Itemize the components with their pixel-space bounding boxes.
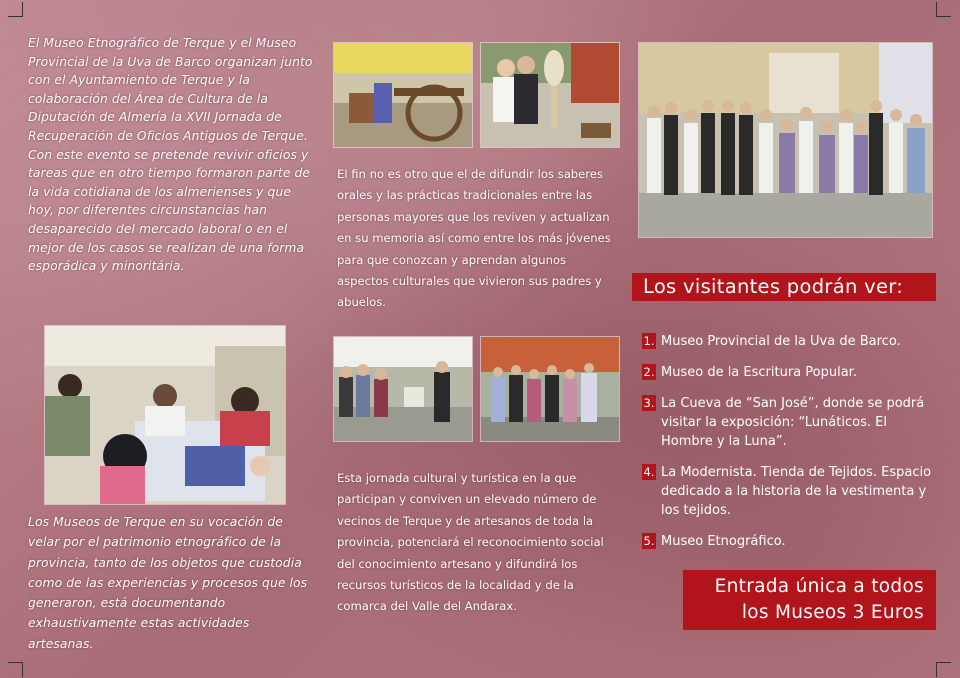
photo-cart-crafts	[333, 42, 473, 148]
crop-mark-bottom-right	[936, 662, 951, 677]
list-item	[642, 332, 942, 351]
visits-list	[642, 332, 942, 563]
museos-text	[28, 512, 318, 654]
list-item	[642, 532, 942, 551]
list-item-text: La Cueva de “San José”, donde se podrá visitar la exposición: “Lunáticos. El Hombre y la Luna”.	[661, 396, 925, 449]
museos-paragraph: Los Museos de Terque en su vocación de velar por el patrimonio etnográfico de la provincia, tanto de los objetos que custodia como de las experiencias y procesos que los generaron, está documentando exhaustivamente estas actividades artesanas.	[28, 515, 308, 651]
list-item-text: La Modernista. Tienda de Tejidos. Espacio dedicado a la historia de la vestimenta y los tejidos.	[661, 465, 932, 518]
photo-children-workshop	[44, 325, 286, 505]
crop-mark-top-right	[936, 2, 951, 17]
intro-paragraph: El Museo Etnográfico de Terque y el Museo Provincial de la Uva de Barco organizan junto con el Ayuntamiento de Terque y la colaboración del Área de Cultura de la Diputación de Almería la XVII Jornada de Recuperación de Oficios Antiguos de Terque.	[28, 36, 313, 143]
list-item	[642, 394, 942, 451]
price-line: Entrada única a todos	[714, 576, 924, 597]
price-box	[683, 570, 936, 630]
list-item	[642, 363, 942, 382]
list-number: 4.	[643, 465, 655, 479]
list-item-text: Museo Etnográfico.	[661, 534, 786, 549]
list-number: 3.	[643, 396, 655, 410]
photo-traditional-costumes	[480, 336, 620, 442]
price-line: los Museos 3 Euros	[741, 602, 924, 623]
list-item-text: Museo de la Escritura Popular.	[661, 365, 857, 380]
crop-mark-top-left	[8, 2, 23, 17]
purpose-text: El fin no es otro que el de difundir los saberes orales y las prácticas tradicionales entre las personas mayores que los reviven y actualizan en su memoria así como entre los más jóvenes para que conozcan y aprendan algunos aspectos culturales que vivieron sus padres y abuelos.	[337, 167, 611, 310]
intro-paragraph: Con este evento se pretende revivir oficios y tareas que en otro tiempo formaron parte de la vida cotidiana de los almerienses y que hoy, por diferentes circunstancias han desaparecido del mercado laboral o en el mejor de los casos se realizan de una forma esporádica y minoritária.	[28, 147, 311, 274]
photo-village-group	[333, 336, 473, 442]
photo-women-broom	[480, 42, 620, 148]
intro-text	[28, 34, 318, 276]
list-item	[642, 463, 942, 520]
visitors-heading: Los visitantes podrán ver:	[632, 273, 936, 301]
jornada-text: Esta jornada cultural y turística en la que participan y conviven un elevado número de vecinos de Terque y de artesanos de toda la provincia, potenciará el reconocimiento social del conocimiento artesano y difundirá los recursos turísticos de la localidad y de la comarca del Valle del Andarax.	[337, 471, 604, 614]
list-number: 5.	[643, 534, 655, 548]
list-item-text: Museo Provincial de la Uva de Barco.	[661, 334, 901, 349]
list-number: 2.	[643, 365, 655, 379]
list-number: 1.	[643, 334, 655, 348]
crop-mark-bottom-left	[8, 662, 23, 677]
photo-group-square	[638, 42, 933, 238]
